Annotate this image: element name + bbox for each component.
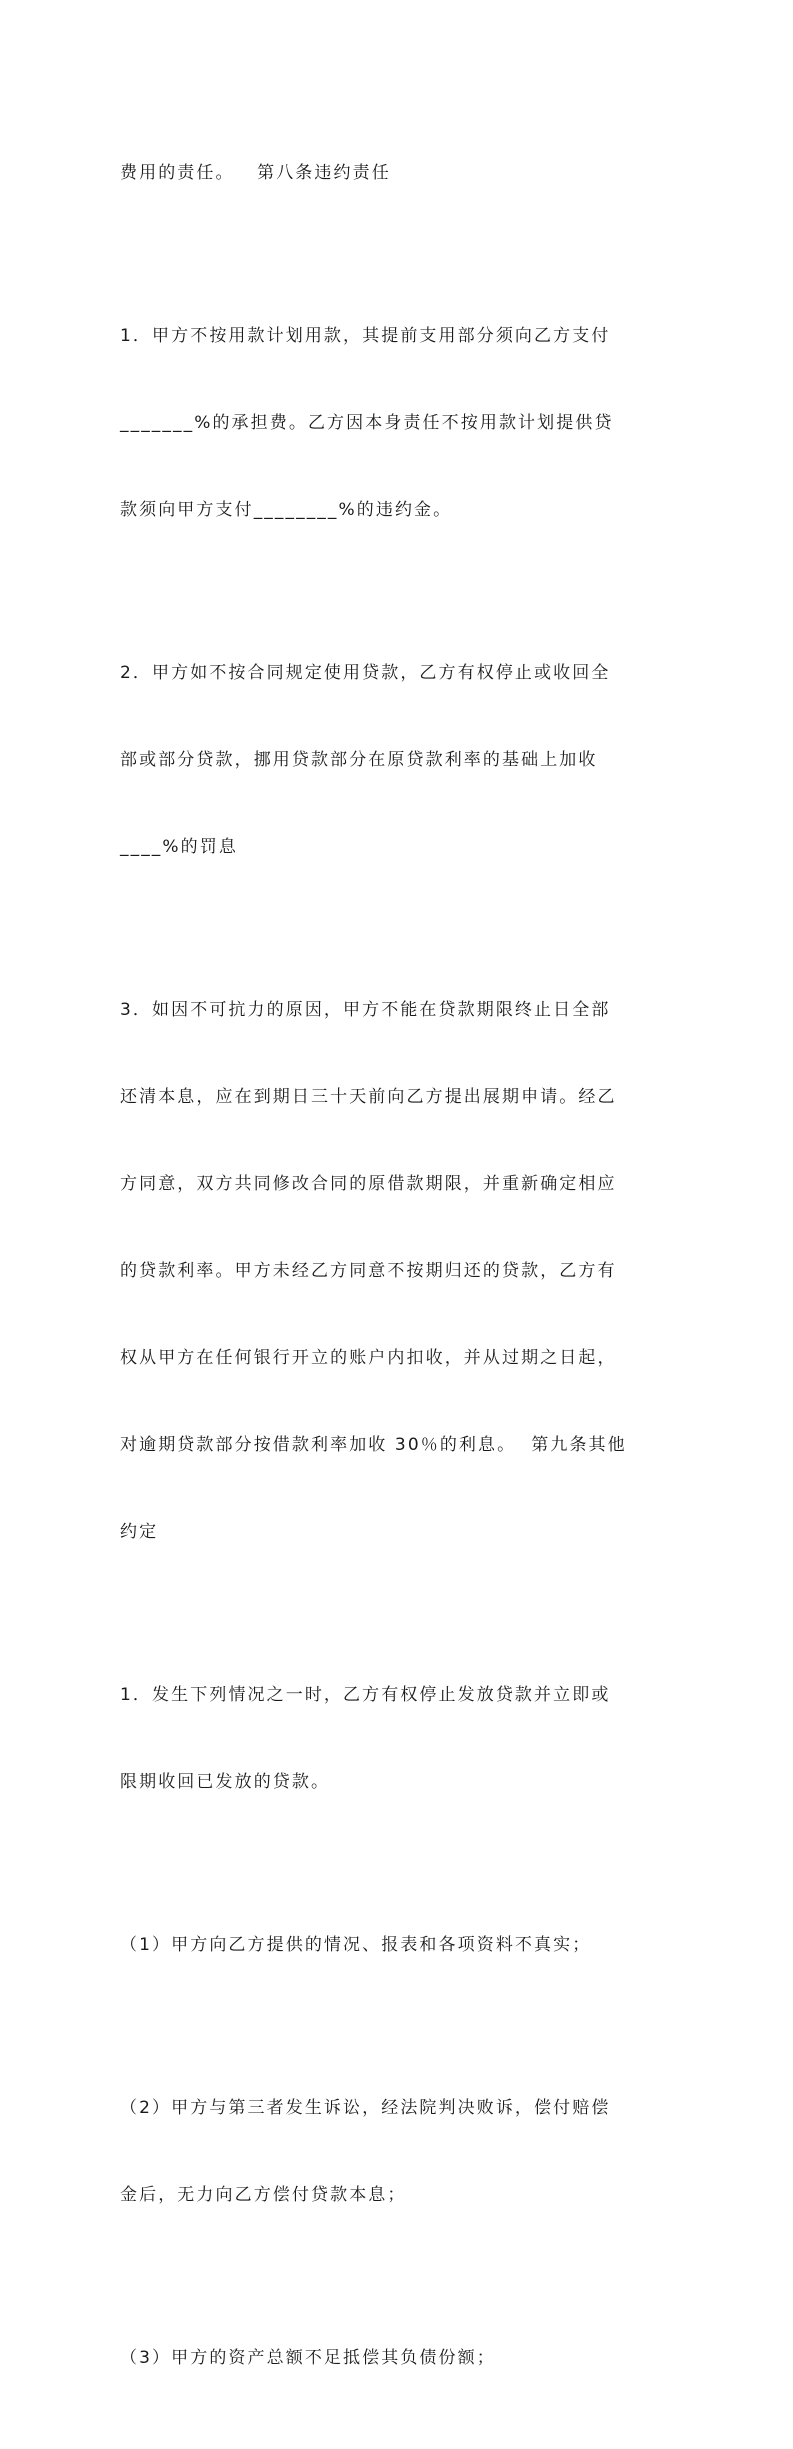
paragraph-penalty-clause-2 xyxy=(120,601,675,920)
text-line: 部或部分贷款，挪用贷款部分在原贷款利率的基础上加收 xyxy=(120,750,598,770)
text-line: ____%的罚息 xyxy=(120,837,238,857)
text-line: 3．如因不可抗力的原因，甲方不能在贷款期限终止日全部 xyxy=(120,1000,611,1020)
paragraph-item-2 xyxy=(120,2036,675,2268)
text-line: 限期收回已发放的贷款。 xyxy=(120,1772,331,1792)
text-line: 1．甲方不按用款计划用款，其提前支用部分须向乙方支付 xyxy=(120,326,611,346)
text-line: _______%的承担费。乙方因本身责任不按用款计划提供贷 xyxy=(120,413,614,433)
text-line: 费用的责任。 第八条违约责任 xyxy=(120,163,391,183)
text-line: 金后，无力向乙方偿付贷款本息； xyxy=(120,2185,407,2205)
text-line: 1．发生下列情况之一时，乙方有权停止发放贷款并立即或 xyxy=(120,1685,611,1705)
text-line: 还清本息，应在到期日三十天前向乙方提出展期申请。经乙 xyxy=(120,1087,617,1107)
text-line: （1）甲方向乙方提供的情况、报表和各项资料不真实； xyxy=(120,1935,592,1955)
text-line: 权从甲方在任何银行开立的账户内扣收，并从过期之日起， xyxy=(120,1348,617,1368)
paragraph-penalty-clause-1 xyxy=(120,264,675,583)
text-line: 款须向甲方支付________%的违约金。 xyxy=(120,500,453,520)
paragraph-other-clause-1 xyxy=(120,1623,675,1855)
paragraph-item-3 xyxy=(120,2286,675,2431)
text-line: 2．甲方如不按合同规定使用贷款，乙方有权停止或收回全 xyxy=(120,663,611,683)
text-line: 的贷款利率。甲方未经乙方同意不按期归还的贷款，乙方有 xyxy=(120,1261,617,1281)
document-body xyxy=(120,101,675,2449)
paragraph-article-8-heading xyxy=(120,101,675,246)
paragraph-penalty-clause-3 xyxy=(120,938,675,1605)
text-line: （3）甲方的资产总额不足抵偿其负债份额； xyxy=(120,2348,496,2368)
paragraph-item-1 xyxy=(120,1873,675,2018)
text-line: 对逾期贷款部分按借款利率加收 30％的利息。 第九条其他 xyxy=(120,1435,627,1455)
text-line: 方同意，双方共同修改合同的原借款期限，并重新确定相应 xyxy=(120,1174,617,1194)
text-line: （2）甲方与第三者发生诉讼，经法院判决败诉，偿付赔偿 xyxy=(120,2098,611,2118)
text-line: 约定 xyxy=(120,1522,159,1542)
